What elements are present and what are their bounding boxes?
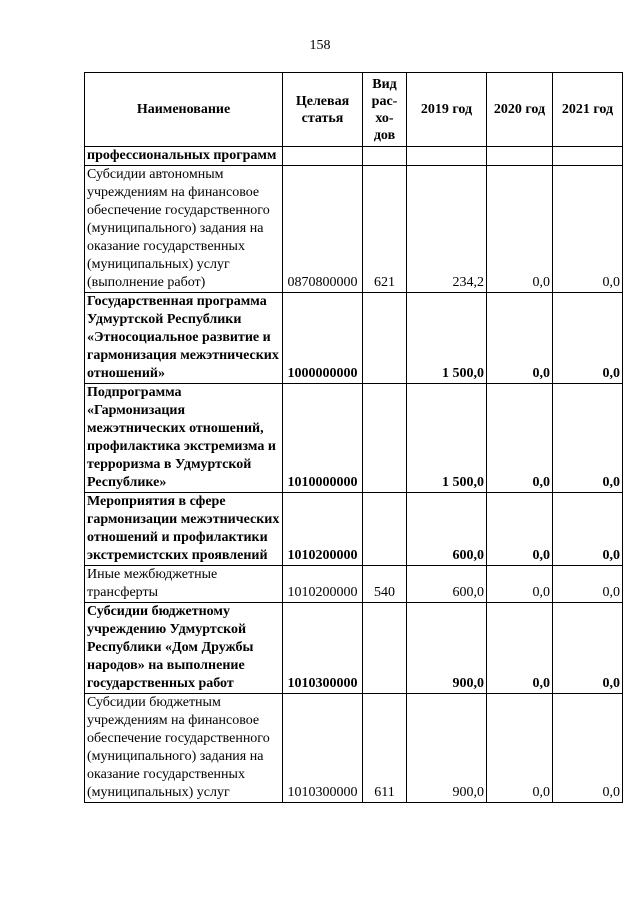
cell-vid xyxy=(363,384,407,493)
table-row xyxy=(85,603,623,694)
cell-2021: 0,0 xyxy=(553,166,623,293)
table-row xyxy=(85,694,623,803)
column-header-vid: Вид рас- хо- дов xyxy=(363,73,407,147)
cell-vid xyxy=(363,493,407,566)
cell-name: Государственная программа Удмуртской Республики «Этносоциальное развитие и гармонизация межэтнических отношений» xyxy=(85,293,283,384)
cell-2021 xyxy=(553,147,623,166)
cell-target: 1010300000 xyxy=(283,694,363,803)
cell-vid: 611 xyxy=(363,694,407,803)
cell-name: Иные межбюджетные трансферты xyxy=(85,566,283,603)
column-header-2019: 2019 год xyxy=(407,73,487,147)
cell-2019: 1 500,0 xyxy=(407,293,487,384)
cell-2019: 900,0 xyxy=(407,603,487,694)
cell-2020: 0,0 xyxy=(487,384,553,493)
column-header-target: Целевая статья xyxy=(283,73,363,147)
cell-2020 xyxy=(487,147,553,166)
cell-2020: 0,0 xyxy=(487,293,553,384)
cell-2021: 0,0 xyxy=(553,384,623,493)
cell-name: Субсидии бюджетным учреждениям на финансовое обеспечение государственного (муниципального) задания на оказание государственных (муниципальных) услуг xyxy=(85,694,283,803)
cell-2019: 900,0 xyxy=(407,694,487,803)
budget-table xyxy=(84,72,623,803)
cell-2020: 0,0 xyxy=(487,493,553,566)
cell-target: 1010200000 xyxy=(283,493,363,566)
cell-name: Субсидии автономным учреждениям на финансовое обеспечение государственного (муниципального) задания на оказание государственных (муниципальных) услуг (выполнение работ) xyxy=(85,166,283,293)
cell-2021: 0,0 xyxy=(553,694,623,803)
cell-vid xyxy=(363,147,407,166)
column-header-2021: 2021 год xyxy=(553,73,623,147)
cell-2021: 0,0 xyxy=(553,293,623,384)
cell-target: 1010000000 xyxy=(283,384,363,493)
cell-2021: 0,0 xyxy=(553,566,623,603)
table-row xyxy=(85,384,623,493)
cell-vid: 621 xyxy=(363,166,407,293)
cell-2020: 0,0 xyxy=(487,694,553,803)
cell-vid xyxy=(363,293,407,384)
cell-2019: 234,2 xyxy=(407,166,487,293)
cell-2020: 0,0 xyxy=(487,566,553,603)
page-number: 158 xyxy=(309,38,331,53)
table-row xyxy=(85,166,623,293)
table-row xyxy=(85,493,623,566)
table-row xyxy=(85,293,623,384)
cell-2019: 600,0 xyxy=(407,566,487,603)
cell-2021: 0,0 xyxy=(553,603,623,694)
cell-2021: 0,0 xyxy=(553,493,623,566)
table-row xyxy=(85,566,623,603)
cell-target xyxy=(283,147,363,166)
cell-target: 0870800000 xyxy=(283,166,363,293)
cell-2019 xyxy=(407,147,487,166)
cell-2020: 0,0 xyxy=(487,603,553,694)
cell-vid xyxy=(363,603,407,694)
cell-name: Субсидии бюджетному учреждению Удмуртской Республики «Дом Дружбы народов» на выполнение государственных работ xyxy=(85,603,283,694)
table-header-row xyxy=(85,73,623,147)
cell-target: 1010300000 xyxy=(283,603,363,694)
cell-target: 1000000000 xyxy=(283,293,363,384)
cell-vid: 540 xyxy=(363,566,407,603)
column-header-2020: 2020 год xyxy=(487,73,553,147)
cell-name: Мероприятия в сфере гармонизации межэтнических отношений и профилактики экстремистских проявлений xyxy=(85,493,283,566)
column-header-name: Наименование xyxy=(85,73,283,147)
cell-target: 1010200000 xyxy=(283,566,363,603)
cell-2019: 1 500,0 xyxy=(407,384,487,493)
cell-name: Подпрограмма «Гармонизация межэтнических отношений, профилактика экстремизма и терроризма в Удмуртской Республике» xyxy=(85,384,283,493)
cell-name: профессиональных программ xyxy=(85,147,283,166)
cell-2019: 600,0 xyxy=(407,493,487,566)
table-row xyxy=(85,147,623,166)
cell-2020: 0,0 xyxy=(487,166,553,293)
table-body xyxy=(85,147,623,803)
